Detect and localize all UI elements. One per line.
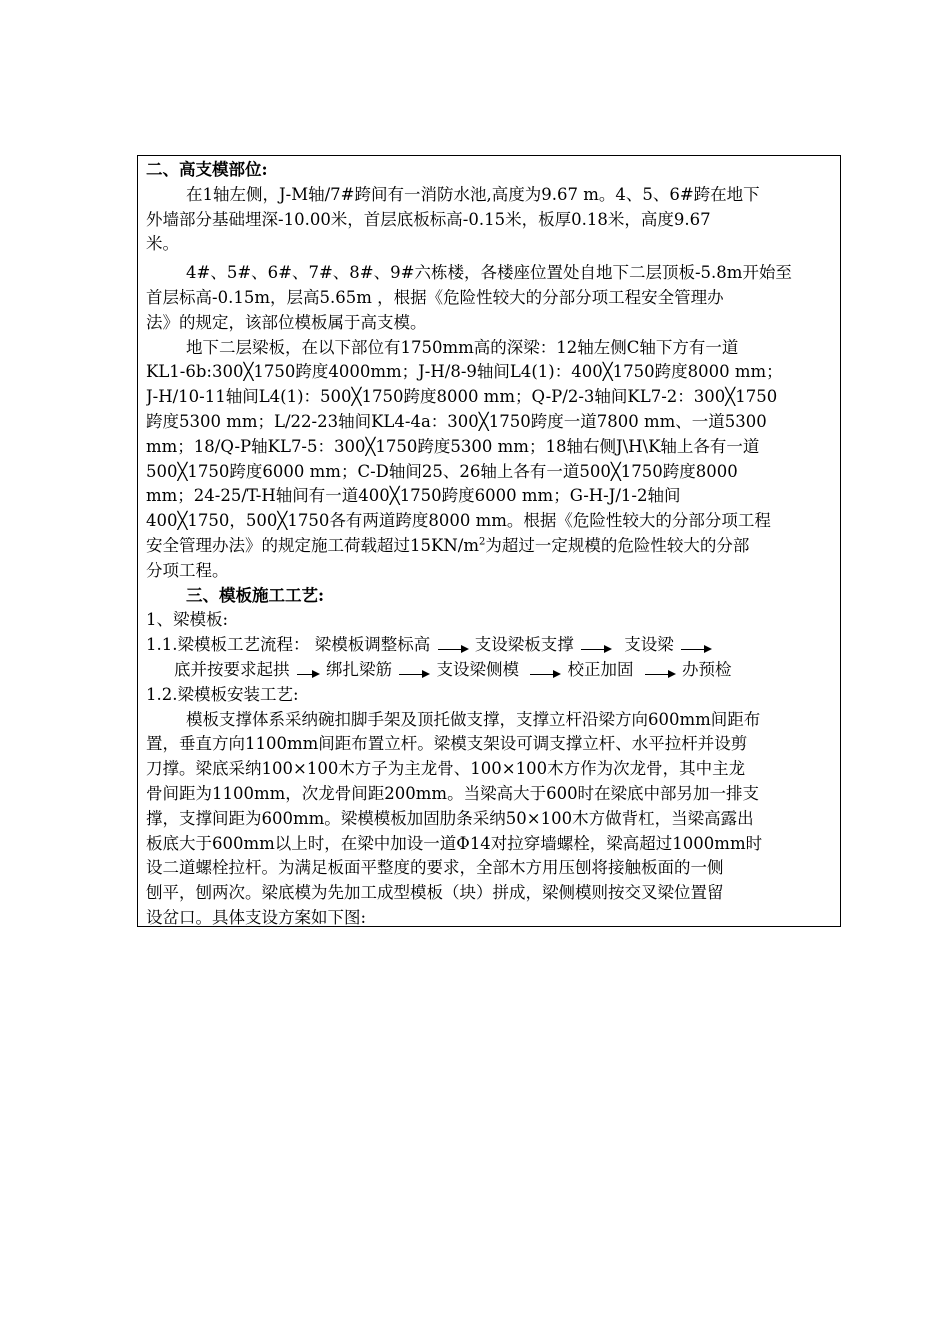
paragraph-line: J-H/10-11轴间L4(1)：500╳1750跨度8000 mm；Q-P/2-3轴间KL7-2：300╳1750: [146, 387, 778, 407]
arrow-right-icon: [436, 633, 470, 658]
paragraph-line: 分项工程。: [146, 560, 229, 580]
superscript: 2: [478, 536, 486, 548]
paragraph-line: 撑，支撑间距为600mm。梁模模板加固肋条采纳50×100木方做背杠，当梁高露出: [146, 808, 754, 828]
paragraph-line: mm；18/Q-P轴KL7-5：300╳1750跨度5300 mm；18轴右侧J\H\K轴上各有一道: [146, 436, 760, 456]
paragraph-line: mm；24-25/T-H轴间有一道400╳1750跨度6000 mm；G-H-J/1-2轴间: [146, 486, 681, 506]
flow-prefix: 1.1.梁模板工艺流程：: [146, 635, 310, 655]
process-flow-row-1: [146, 633, 832, 658]
paragraph-line: 在1轴左侧，J-M轴/7#跨间有一消防水池,高度为9.67 m。4、5、6#跨在地下: [186, 184, 760, 204]
arrow-right-icon: [295, 658, 321, 683]
paragraph-line: 米。: [146, 234, 179, 254]
paragraph-line: 板底大于600mm以上时，在梁中加设一道Φ14对拉穿墙螺栓，梁高超过1000mm时: [146, 833, 763, 853]
arrow-right-icon: [397, 658, 431, 683]
line-text: 为超过一定规模的危险性较大的分部: [485, 535, 750, 555]
flow-step: 绑扎梁筋: [326, 659, 392, 679]
paragraph-line: 设二道螺栓拉杆。为满足板面平整度的要求，全部木方用压刨将接触板面的一侧: [146, 858, 724, 878]
arrow-right-icon: [643, 658, 677, 683]
paragraph-line: 跨度5300 mm；L/22-23轴间KL4-4a：300╳1750跨度一道7800 mm、一道5300: [146, 411, 767, 431]
paragraph-line: 骨间距为1100mm，次龙骨间距200mm。当梁高大于600时在梁底中部另加一排支: [146, 783, 760, 803]
paragraph-line: 500╳1750跨度6000 mm；C-D轴间25、26轴上各有一道500╳1750跨度8000: [146, 461, 738, 481]
paragraph-line: 400╳1750，500╳1750各有两道跨度8000 mm。根据《危险性较大的分部分项工程: [146, 511, 771, 531]
paragraph-line: [146, 534, 832, 559]
flow-step: 底并按要求起拱: [174, 659, 290, 679]
arrow-right-icon: [579, 633, 613, 658]
subheading: 1.2.梁模板安装工艺:: [146, 684, 299, 704]
flow-step: 支设梁板支撑: [474, 635, 574, 655]
paragraph-line: 法》的规定，该部位模板属于高支模。: [146, 312, 427, 332]
paragraph-line: 置，垂直方向1100mm间距布置立杆。梁模支架设可调支撑立杆、水平拉杆并设剪: [146, 734, 748, 754]
paragraph-line: 刨平，刨两次。梁底模为先加工成型模板（块）拼成，梁侧模则按交叉梁位置留: [146, 883, 724, 903]
line-text: 安全管理办法》的规定施工荷载超过15KN/m: [146, 535, 479, 555]
paragraph-line: 外墙部分基础埋深-10.00米，首层底板标高-0.15米，板厚0.18米，高度9.67: [146, 209, 711, 229]
document-table-cell: [137, 155, 841, 927]
flow-step: 支设梁: [624, 635, 674, 655]
paragraph-line: 刀撑。梁底采纳100×100木方子为主龙骨、100×100木方作为次龙骨，其中主龙: [146, 759, 746, 779]
flow-step: 校正加固: [567, 659, 634, 679]
paragraph-line: 模板支撑体系采纳碗扣脚手架及顶托做支撑，支撑立杆沿梁方向600mm间距布: [186, 709, 761, 729]
process-flow-row-2: [146, 658, 832, 683]
arrow-right-icon: [528, 658, 562, 683]
paragraph-line: 4#、5#、6#、7#、8#、9#六栋楼，各楼座位置处自地下二层顶板-5.8m开始至: [186, 263, 792, 283]
section-heading: 三、模板施工工艺:: [186, 585, 325, 605]
flow-step: 支设梁侧模: [436, 659, 519, 679]
flow-step: 办预检: [682, 659, 732, 679]
flow-step: 梁模板调整标高: [314, 635, 431, 655]
section-heading: 二、高支模部位:: [146, 160, 268, 179]
paragraph-line: KL1-6b:300╳1750跨度4000mm；J-H/8-9轴间L4(1)：400╳1750跨度8000 mm；: [146, 362, 783, 382]
subheading: 1、梁模板:: [146, 610, 229, 630]
paragraph-line: 地下二层梁板，在以下部位有1750mm高的深梁：12轴左侧C轴下方有一道: [186, 337, 739, 357]
paragraph-line: 设岔口。具体支设方案如下图:: [146, 907, 367, 927]
paragraph-line: 首层标高-0.15m，层高5.65m ，根据《危险性较大的分部分项工程安全管理办: [146, 287, 724, 307]
arrow-right-icon: [679, 633, 713, 658]
